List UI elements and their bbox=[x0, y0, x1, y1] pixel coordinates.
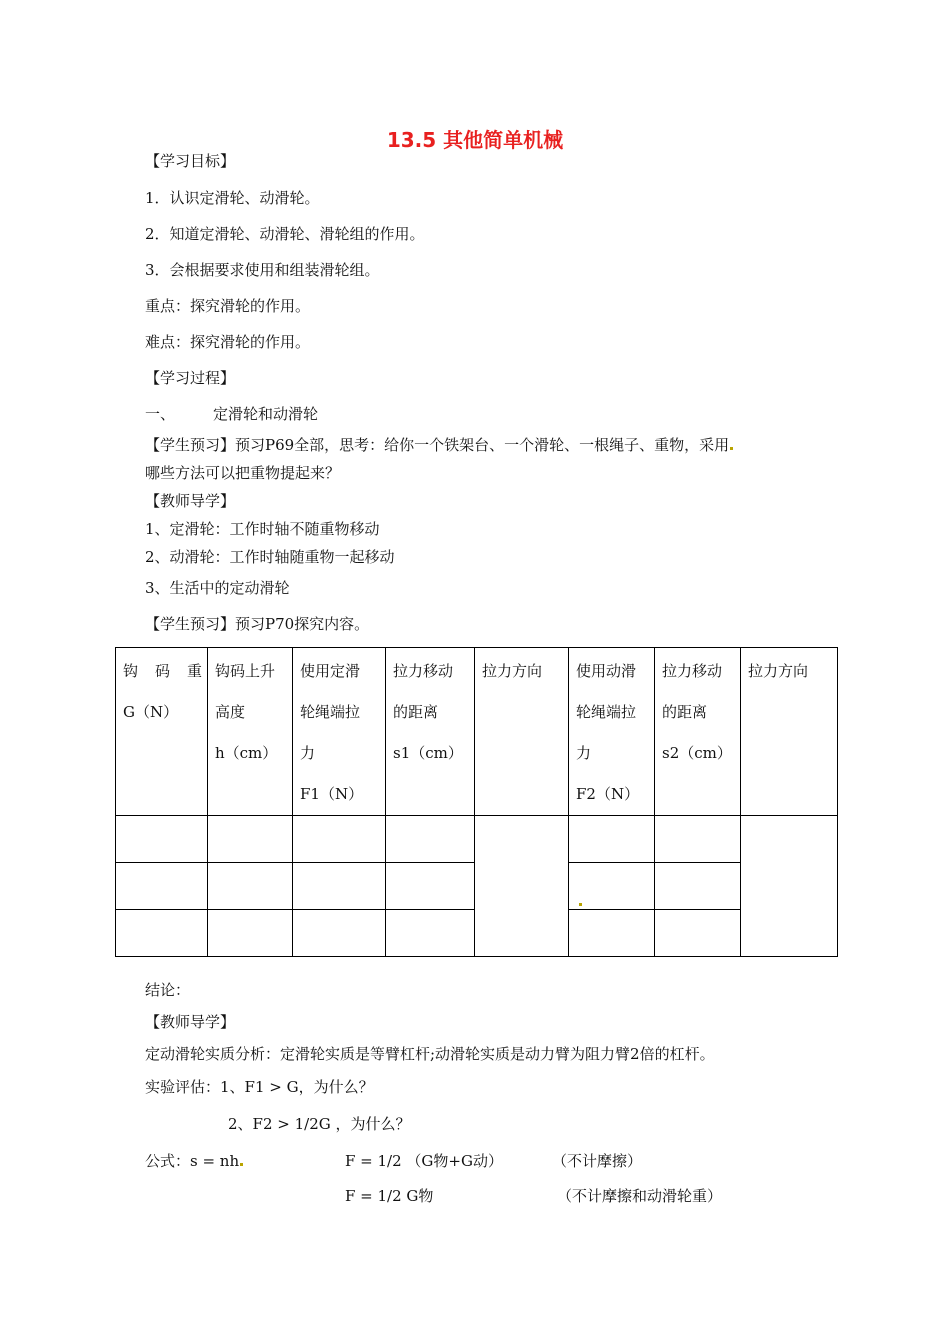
goal-item: 1．认识定滑轮、动滑轮。 bbox=[145, 189, 320, 207]
header-text: F1（N） bbox=[300, 785, 364, 803]
edit-mark bbox=[240, 1163, 243, 1166]
header-text: 拉力方向 bbox=[482, 662, 543, 680]
table-cell bbox=[116, 816, 208, 863]
header-text: 钩码上升 bbox=[215, 662, 276, 680]
header-cell bbox=[208, 648, 293, 816]
table-cell bbox=[386, 863, 475, 910]
table-row bbox=[116, 816, 838, 863]
header-text: F2（N） bbox=[576, 785, 640, 803]
goals-heading: 【学习目标】 bbox=[145, 152, 236, 170]
preview-text-2: 【学生预习】预习P70探究内容。 bbox=[145, 615, 370, 633]
conclusion-label: 结论： bbox=[145, 981, 191, 999]
table-cell bbox=[293, 910, 386, 957]
evaluation-2: 2、F2 > 1/2G ，为什么？ bbox=[228, 1115, 411, 1133]
header-text: 使用定滑 bbox=[300, 662, 361, 680]
table-cell bbox=[655, 863, 741, 910]
section-number: 一、 bbox=[145, 405, 176, 423]
section-title: 定滑轮和动滑轮 bbox=[213, 405, 319, 423]
header-text: 使用动滑 bbox=[576, 662, 637, 680]
goal-item: 3．会根据要求使用和组装滑轮组。 bbox=[145, 261, 380, 279]
header-text: s2（cm） bbox=[662, 744, 732, 762]
table-header-row bbox=[116, 648, 838, 816]
table-cell bbox=[208, 910, 293, 957]
analysis-text: 定动滑轮实质分析：定滑轮实质是等臂杠杆;动滑轮实质是动力臂为阻力臂2倍的杠杆。 bbox=[145, 1045, 715, 1063]
edit-mark bbox=[730, 447, 733, 450]
goal-item: 2．知道定滑轮、动滑轮、滑轮组的作用。 bbox=[145, 225, 425, 243]
formula-2-note: （不计摩擦和动滑轮重） bbox=[557, 1187, 723, 1205]
header-text: 的距离 bbox=[393, 703, 439, 721]
page-title: 13.5 其他简单机械 bbox=[386, 128, 564, 152]
table-cell bbox=[569, 816, 655, 863]
table-cell bbox=[569, 910, 655, 957]
table-cell-merged bbox=[475, 816, 569, 957]
header-cell bbox=[293, 648, 386, 816]
header-text: 拉力移动 bbox=[393, 662, 454, 680]
table-cell bbox=[655, 910, 741, 957]
table-cell bbox=[386, 816, 475, 863]
guide-item: 1、定滑轮：工作时轴不随重物移动 bbox=[145, 520, 380, 538]
header-text: 轮绳端拉 bbox=[576, 703, 637, 721]
formula-label: 公式：s = nh bbox=[145, 1152, 240, 1170]
header-cell bbox=[741, 648, 838, 816]
table-cell bbox=[293, 863, 386, 910]
guide-item: 2、动滑轮：工作时轴随重物一起移动 bbox=[145, 548, 395, 566]
header-text: 的距离 bbox=[662, 703, 708, 721]
formula-1: F = 1/2 （G物+G动） bbox=[345, 1152, 503, 1170]
table-cell bbox=[116, 863, 208, 910]
header-text: 力 bbox=[300, 744, 316, 762]
difficult-point: 难点：探究滑轮的作用。 bbox=[145, 333, 311, 351]
header-text: 力 bbox=[576, 744, 592, 762]
teacher-guide-heading: 【教师导学】 bbox=[145, 492, 236, 510]
experiment-table bbox=[115, 647, 838, 957]
evaluation-1: 实验评估：1、F1 > G，为什么？ bbox=[145, 1078, 374, 1096]
header-text: 钩 码 重 bbox=[123, 662, 202, 680]
header-text: s1（cm） bbox=[393, 744, 463, 762]
edit-mark bbox=[579, 903, 582, 906]
table-cell bbox=[208, 816, 293, 863]
header-cell bbox=[386, 648, 475, 816]
header-text: h（cm） bbox=[215, 744, 278, 762]
header-cell bbox=[569, 648, 655, 816]
header-cell bbox=[475, 648, 569, 816]
header-text: 拉力方向 bbox=[748, 662, 809, 680]
header-text: 高度 bbox=[215, 703, 246, 721]
formula-2: F = 1/2 G物 bbox=[345, 1187, 434, 1205]
table-cell bbox=[208, 863, 293, 910]
preview-text: 【学生预习】预习P69全部，思考：给你一个铁架台、一个滑轮、一根绳子、重物，采用 bbox=[145, 436, 730, 454]
table-cell bbox=[293, 816, 386, 863]
teacher-guide-heading-2: 【教师导学】 bbox=[145, 1013, 236, 1031]
formula-label-line bbox=[145, 1151, 243, 1171]
guide-item: 3、生活中的定动滑轮 bbox=[145, 579, 290, 597]
table-cell-merged bbox=[741, 816, 838, 957]
header-text: 拉力移动 bbox=[662, 662, 723, 680]
header-cell bbox=[655, 648, 741, 816]
table-cell bbox=[386, 910, 475, 957]
header-cell bbox=[116, 648, 208, 816]
header-text: G（N） bbox=[123, 703, 179, 721]
table-cell bbox=[655, 816, 741, 863]
table-cell bbox=[116, 910, 208, 957]
preview-text-line1 bbox=[145, 435, 733, 455]
key-point: 重点：探究滑轮的作用。 bbox=[145, 297, 311, 315]
process-heading: 【学习过程】 bbox=[145, 369, 236, 387]
header-text: 轮绳端拉 bbox=[300, 703, 361, 721]
formula-1-note: （不计摩擦） bbox=[552, 1152, 643, 1170]
preview-text-line2: 哪些方法可以把重物提起来？ bbox=[145, 464, 341, 482]
